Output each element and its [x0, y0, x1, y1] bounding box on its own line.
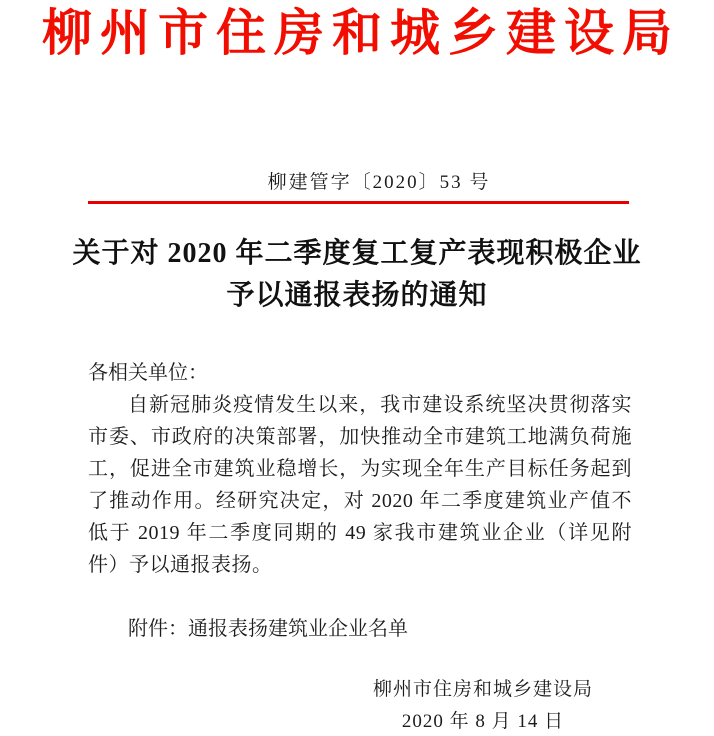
document-reference-number: 柳建管字〔2020〕53 号	[267, 172, 491, 193]
notice-title-line-1: 关于对 2020 年二季度复工复产表现积极企业	[72, 238, 642, 269]
document-body	[88, 357, 632, 645]
agency-header-title: 柳州市住房和城乡建设局	[42, 5, 680, 61]
notice-title-line-2: 予以通报表扬的通知	[226, 280, 488, 311]
body-paragraph: 自新冠肺炎疫情发生以来，我市建设系统坚决贯彻落实市委、市政府的决策部署，加快推动全市建筑工地满负荷施工，促进全市建筑业稳增长，为实现全年生产目标任务起到了推动作用。经研究决定，对 2020 年二季度建筑业产值不低于 2019 年二季度同期的 49 家我市建筑业企业（详见附件）予以通报表扬。	[88, 394, 632, 576]
signature-agency: 柳州市住房和城乡建设局	[372, 679, 593, 700]
notice-title	[0, 233, 714, 317]
attachment-line: 附件：通报表扬建筑业企业名单	[128, 618, 408, 640]
red-divider-line	[88, 201, 629, 204]
salutation: 各相关单位：	[88, 362, 208, 384]
signature-date: 2020 年 8 月 14 日	[401, 711, 565, 732]
signature-block	[373, 674, 593, 736]
